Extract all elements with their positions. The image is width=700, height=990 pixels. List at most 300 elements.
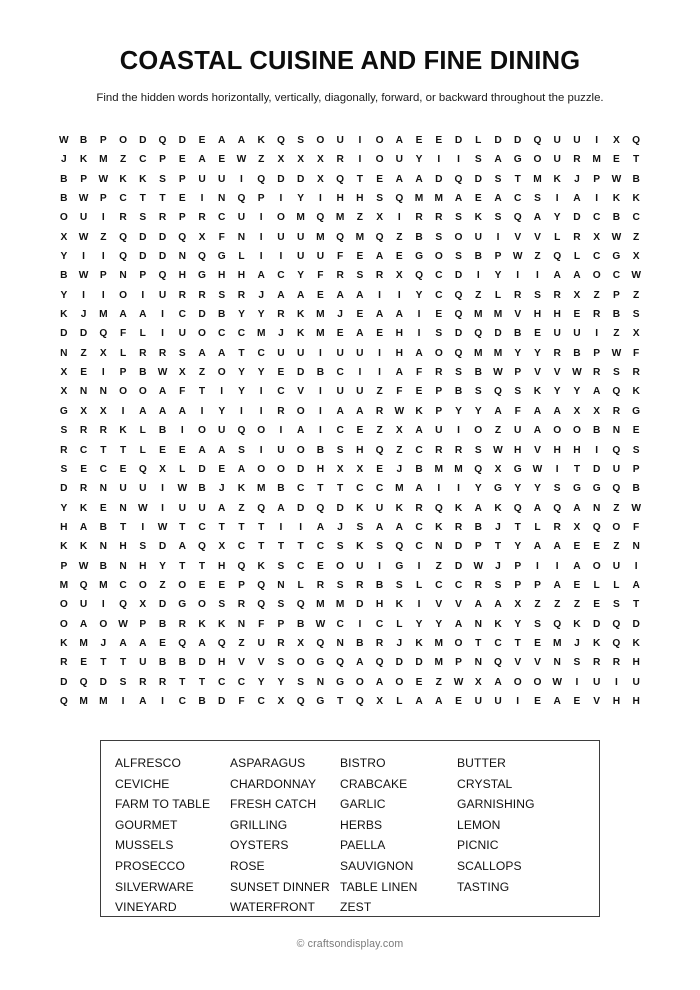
grid-letter[interactable]: U: [296, 231, 305, 243]
grid-letter[interactable]: R: [514, 289, 522, 301]
grid-letter[interactable]: B: [60, 193, 68, 205]
grid-letter[interactable]: C: [435, 579, 443, 591]
grid-letter[interactable]: E: [593, 599, 601, 611]
grid-letter[interactable]: A: [178, 541, 186, 553]
grid-letter[interactable]: I: [259, 444, 263, 456]
grid-letter[interactable]: S: [494, 212, 502, 224]
grid-letter[interactable]: A: [454, 193, 463, 205]
grid-letter[interactable]: Y: [494, 270, 502, 282]
grid-letter[interactable]: G: [572, 483, 581, 495]
grid-letter[interactable]: P: [178, 212, 186, 224]
grid-letter[interactable]: A: [139, 405, 147, 417]
grid-letter[interactable]: D: [514, 135, 522, 146]
grid-letter[interactable]: J: [495, 560, 501, 572]
grid-letter[interactable]: Y: [534, 483, 541, 495]
grid-letter[interactable]: W: [137, 502, 148, 514]
grid-letter[interactable]: E: [376, 173, 383, 185]
grid-letter[interactable]: A: [158, 386, 167, 398]
grid-letter[interactable]: I: [555, 193, 559, 205]
grid-letter[interactable]: H: [237, 270, 246, 282]
grid-letter[interactable]: Q: [612, 483, 621, 495]
grid-letter[interactable]: I: [279, 193, 283, 205]
grid-letter[interactable]: K: [494, 618, 502, 630]
grid-letter[interactable]: A: [79, 521, 88, 533]
grid-letter[interactable]: Y: [297, 270, 305, 282]
grid-letter[interactable]: H: [612, 695, 621, 707]
grid-letter[interactable]: M: [434, 193, 444, 205]
grid-letter[interactable]: B: [60, 270, 68, 282]
grid-letter[interactable]: A: [573, 193, 581, 205]
grid-letter[interactable]: Y: [514, 347, 522, 359]
grid-letter[interactable]: Q: [612, 386, 621, 398]
grid-letter[interactable]: T: [573, 463, 581, 475]
grid-letter[interactable]: E: [435, 135, 443, 146]
grid-letter[interactable]: X: [336, 463, 344, 475]
grid-letter[interactable]: D: [356, 599, 364, 611]
grid-letter[interactable]: Q: [533, 135, 542, 146]
grid-letter[interactable]: C: [336, 425, 344, 437]
grid-letter[interactable]: Q: [632, 135, 641, 146]
grid-letter[interactable]: N: [119, 560, 127, 572]
grid-letter[interactable]: A: [375, 676, 384, 688]
grid-letter[interactable]: K: [79, 154, 88, 166]
grid-letter[interactable]: A: [553, 541, 561, 553]
grid-letter[interactable]: R: [612, 405, 621, 417]
grid-letter[interactable]: W: [118, 618, 128, 630]
grid-letter[interactable]: O: [612, 521, 621, 533]
grid-letter[interactable]: U: [158, 289, 167, 301]
grid-letter[interactable]: N: [237, 231, 246, 243]
word-list-item[interactable]: SCALLOPS: [457, 858, 522, 873]
grid-letter[interactable]: S: [356, 521, 364, 533]
grid-letter[interactable]: Q: [59, 695, 68, 707]
grid-letter[interactable]: M: [592, 154, 601, 166]
grid-letter[interactable]: A: [395, 173, 403, 185]
grid-letter[interactable]: P: [514, 367, 522, 379]
grid-letter[interactable]: M: [79, 637, 88, 649]
grid-letter[interactable]: Y: [60, 251, 68, 263]
grid-letter[interactable]: Z: [198, 367, 206, 379]
grid-letter[interactable]: H: [632, 657, 640, 669]
grid-letter[interactable]: Z: [376, 425, 383, 437]
grid-letter[interactable]: Z: [593, 289, 600, 301]
grid-letter[interactable]: T: [119, 444, 127, 456]
grid-letter[interactable]: Q: [257, 599, 266, 611]
grid-letter[interactable]: T: [100, 657, 107, 669]
grid-letter[interactable]: S: [60, 425, 68, 437]
grid-letter[interactable]: W: [611, 231, 622, 243]
grid-letter[interactable]: Q: [316, 212, 325, 224]
grid-letter[interactable]: B: [415, 231, 423, 243]
grid-letter[interactable]: P: [80, 173, 87, 185]
grid-letter[interactable]: X: [297, 154, 305, 166]
grid-letter[interactable]: Q: [257, 502, 266, 514]
grid-letter[interactable]: L: [573, 251, 581, 263]
grid-letter[interactable]: R: [139, 347, 147, 359]
grid-letter[interactable]: V: [238, 657, 245, 669]
grid-letter[interactable]: B: [592, 425, 601, 437]
grid-letter[interactable]: X: [573, 521, 581, 533]
grid-letter[interactable]: N: [99, 386, 107, 398]
grid-letter[interactable]: A: [435, 695, 443, 707]
grid-letter[interactable]: X: [593, 405, 601, 417]
grid-letter[interactable]: F: [218, 231, 225, 243]
grid-letter[interactable]: O: [316, 135, 325, 146]
grid-letter[interactable]: A: [494, 405, 502, 417]
grid-letter[interactable]: L: [139, 328, 146, 340]
grid-letter[interactable]: T: [119, 521, 127, 533]
grid-letter[interactable]: G: [395, 560, 404, 572]
grid-letter[interactable]: U: [553, 154, 561, 166]
grid-letter[interactable]: W: [157, 521, 168, 533]
grid-letter[interactable]: A: [277, 289, 285, 301]
grid-letter[interactable]: Y: [297, 193, 305, 205]
grid-letter[interactable]: M: [493, 309, 503, 321]
grid-letter[interactable]: U: [139, 657, 147, 669]
grid-letter[interactable]: Q: [316, 502, 325, 514]
grid-letter[interactable]: X: [99, 347, 107, 359]
grid-letter[interactable]: W: [552, 676, 562, 688]
grid-letter[interactable]: P: [139, 618, 147, 630]
grid-letter[interactable]: Q: [336, 657, 345, 669]
grid-letter[interactable]: P: [534, 579, 541, 591]
grid-letter[interactable]: S: [356, 270, 364, 282]
grid-letter[interactable]: G: [198, 270, 206, 282]
grid-letter[interactable]: K: [415, 405, 423, 417]
grid-letter[interactable]: K: [257, 560, 265, 572]
grid-letter[interactable]: K: [533, 386, 542, 398]
grid-letter[interactable]: A: [573, 270, 581, 282]
grid-letter[interactable]: U: [336, 135, 344, 146]
grid-letter[interactable]: D: [395, 657, 403, 669]
grid-letter[interactable]: R: [632, 367, 640, 379]
grid-letter[interactable]: U: [79, 599, 88, 611]
grid-letter[interactable]: Q: [237, 425, 246, 437]
grid-letter[interactable]: Q: [316, 637, 325, 649]
grid-letter[interactable]: E: [218, 154, 226, 166]
grid-letter[interactable]: Y: [514, 483, 522, 495]
grid-letter[interactable]: P: [139, 270, 147, 282]
grid-letter[interactable]: I: [279, 521, 283, 533]
grid-letter[interactable]: X: [376, 695, 383, 707]
grid-letter[interactable]: S: [573, 657, 581, 669]
grid-letter[interactable]: F: [238, 695, 245, 707]
grid-letter[interactable]: K: [60, 309, 68, 321]
grid-letter[interactable]: F: [119, 328, 127, 340]
grid-letter[interactable]: Q: [612, 444, 621, 456]
grid-letter[interactable]: J: [218, 483, 225, 495]
grid-letter[interactable]: C: [277, 270, 285, 282]
grid-letter[interactable]: D: [158, 231, 167, 243]
grid-letter[interactable]: H: [553, 444, 561, 456]
grid-letter[interactable]: P: [178, 173, 186, 185]
grid-letter[interactable]: E: [573, 695, 581, 707]
grid-letter[interactable]: P: [277, 618, 285, 630]
grid-letter[interactable]: K: [573, 618, 581, 630]
grid-letter[interactable]: K: [415, 637, 423, 649]
grid-letter[interactable]: O: [513, 676, 522, 688]
grid-letter[interactable]: P: [593, 347, 601, 359]
grid-letter[interactable]: A: [415, 695, 423, 707]
grid-letter[interactable]: L: [139, 444, 146, 456]
grid-letter[interactable]: L: [139, 425, 146, 437]
grid-letter[interactable]: P: [119, 367, 127, 379]
word-list-item[interactable]: SAUVIGNON: [340, 858, 414, 873]
grid-letter[interactable]: O: [276, 212, 285, 224]
grid-letter[interactable]: A: [218, 135, 226, 146]
grid-letter[interactable]: I: [397, 289, 401, 301]
grid-letter[interactable]: U: [178, 328, 186, 340]
grid-letter[interactable]: A: [356, 657, 364, 669]
grid-letter[interactable]: U: [592, 676, 601, 688]
grid-letter[interactable]: M: [454, 463, 463, 475]
grid-letter[interactable]: Q: [119, 231, 128, 243]
word-list-item[interactable]: HERBS: [340, 817, 383, 832]
grid-letter[interactable]: K: [60, 637, 68, 649]
grid-letter[interactable]: Y: [514, 618, 522, 630]
grid-letter[interactable]: I: [318, 193, 322, 205]
grid-letter[interactable]: A: [198, 154, 206, 166]
grid-letter[interactable]: A: [415, 173, 423, 185]
grid-letter[interactable]: A: [553, 695, 561, 707]
grid-letter[interactable]: R: [158, 676, 167, 688]
grid-letter[interactable]: Q: [494, 386, 502, 398]
grid-letter[interactable]: B: [158, 618, 167, 630]
grid-letter[interactable]: H: [395, 328, 403, 340]
grid-letter[interactable]: P: [474, 541, 482, 553]
grid-letter[interactable]: D: [494, 135, 502, 146]
grid-letter[interactable]: X: [178, 367, 186, 379]
grid-letter[interactable]: R: [277, 405, 285, 417]
grid-letter[interactable]: C: [296, 560, 305, 572]
grid-letter[interactable]: A: [257, 270, 265, 282]
grid-letter[interactable]: C: [237, 676, 246, 688]
word-list-item[interactable]: TABLE LINEN: [340, 879, 418, 894]
grid-letter[interactable]: K: [356, 541, 364, 553]
grid-letter[interactable]: G: [316, 695, 325, 707]
grid-letter[interactable]: C: [316, 541, 325, 553]
grid-letter[interactable]: H: [356, 444, 364, 456]
grid-letter[interactable]: J: [80, 309, 87, 321]
grid-letter[interactable]: E: [415, 386, 423, 398]
grid-letter[interactable]: S: [514, 386, 522, 398]
grid-letter[interactable]: O: [119, 289, 128, 301]
grid-letter[interactable]: Z: [100, 231, 107, 243]
grid-letter[interactable]: O: [198, 425, 206, 437]
grid-letter[interactable]: Q: [198, 251, 206, 263]
grid-letter[interactable]: M: [355, 231, 365, 243]
grid-letter[interactable]: K: [139, 173, 147, 185]
grid-letter[interactable]: F: [179, 386, 186, 398]
grid-letter[interactable]: V: [297, 386, 305, 398]
grid-letter[interactable]: G: [178, 599, 187, 611]
grid-letter[interactable]: S: [277, 560, 285, 572]
grid-letter[interactable]: Q: [434, 502, 443, 514]
grid-letter[interactable]: C: [119, 579, 127, 591]
grid-letter[interactable]: H: [395, 347, 403, 359]
grid-letter[interactable]: P: [257, 193, 265, 205]
grid-letter[interactable]: Q: [99, 328, 108, 340]
grid-letter[interactable]: D: [139, 135, 147, 146]
grid-letter[interactable]: A: [158, 405, 167, 417]
grid-letter[interactable]: A: [553, 405, 561, 417]
grid-letter[interactable]: Z: [573, 599, 581, 611]
grid-letter[interactable]: W: [236, 154, 247, 166]
grid-letter[interactable]: X: [593, 231, 601, 243]
grid-letter[interactable]: H: [514, 444, 522, 456]
grid-letter[interactable]: I: [378, 560, 381, 572]
grid-letter[interactable]: M: [316, 231, 325, 243]
grid-letter[interactable]: A: [395, 309, 403, 321]
word-list-item[interactable]: FRESH CATCH: [230, 797, 317, 812]
grid-letter[interactable]: E: [178, 444, 186, 456]
grid-letter[interactable]: M: [335, 212, 345, 224]
grid-letter[interactable]: Y: [218, 405, 226, 417]
grid-letter[interactable]: A: [533, 541, 542, 553]
grid-letter[interactable]: U: [573, 135, 581, 146]
grid-letter[interactable]: R: [435, 212, 443, 224]
grid-letter[interactable]: Z: [80, 347, 87, 359]
grid-letter[interactable]: C: [514, 193, 522, 205]
grid-letter[interactable]: B: [612, 212, 621, 224]
grid-letter[interactable]: Y: [514, 541, 522, 553]
grid-letter[interactable]: J: [61, 154, 67, 166]
grid-letter[interactable]: T: [139, 193, 146, 205]
grid-letter[interactable]: A: [198, 347, 206, 359]
grid-letter[interactable]: K: [356, 502, 364, 514]
grid-letter[interactable]: A: [375, 309, 384, 321]
word-list-item[interactable]: ALFRESCO: [115, 756, 181, 770]
grid-letter[interactable]: Y: [553, 386, 561, 398]
grid-letter[interactable]: C: [79, 444, 88, 456]
grid-letter[interactable]: N: [119, 502, 127, 514]
grid-letter[interactable]: Q: [474, 328, 483, 340]
grid-letter[interactable]: D: [296, 463, 305, 475]
grid-letter[interactable]: K: [395, 599, 403, 611]
grid-letter[interactable]: X: [60, 386, 68, 398]
grid-letter[interactable]: I: [496, 231, 500, 243]
grid-letter[interactable]: R: [553, 347, 561, 359]
grid-letter[interactable]: E: [415, 135, 423, 146]
grid-letter[interactable]: J: [337, 309, 343, 321]
grid-letter[interactable]: S: [336, 444, 344, 456]
grid-letter[interactable]: T: [198, 676, 206, 688]
grid-letter[interactable]: W: [78, 270, 89, 282]
grid-letter[interactable]: C: [592, 212, 601, 224]
grid-letter[interactable]: I: [121, 405, 125, 417]
grid-letter[interactable]: D: [99, 676, 107, 688]
grid-letter[interactable]: L: [554, 231, 561, 243]
grid-letter[interactable]: Y: [238, 367, 245, 379]
grid-letter[interactable]: S: [632, 444, 640, 456]
grid-letter[interactable]: C: [592, 251, 601, 263]
grid-letter[interactable]: J: [396, 637, 403, 649]
grid-letter[interactable]: X: [376, 212, 383, 224]
grid-letter[interactable]: H: [119, 541, 127, 553]
grid-letter[interactable]: T: [179, 560, 186, 572]
grid-letter[interactable]: W: [177, 483, 188, 495]
grid-letter[interactable]: T: [356, 173, 363, 185]
grid-letter[interactable]: P: [99, 135, 107, 146]
grid-letter[interactable]: A: [356, 328, 364, 340]
grid-letter[interactable]: R: [592, 657, 601, 669]
grid-letter[interactable]: Q: [198, 541, 206, 553]
grid-letter[interactable]: R: [356, 579, 364, 591]
grid-letter[interactable]: O: [296, 405, 305, 417]
grid-letter[interactable]: C: [612, 270, 621, 282]
grid-letter[interactable]: D: [454, 270, 463, 282]
grid-letter[interactable]: W: [611, 347, 622, 359]
grid-letter[interactable]: R: [592, 367, 601, 379]
grid-letter[interactable]: G: [217, 251, 226, 263]
grid-letter[interactable]: L: [415, 579, 423, 591]
grid-letter[interactable]: A: [119, 309, 127, 321]
grid-letter[interactable]: S: [455, 251, 462, 263]
grid-letter[interactable]: G: [59, 405, 68, 417]
grid-letter[interactable]: A: [415, 483, 423, 495]
grid-letter[interactable]: T: [494, 541, 502, 553]
grid-letter[interactable]: S: [238, 444, 245, 456]
grid-letter[interactable]: A: [592, 386, 601, 398]
grid-letter[interactable]: S: [336, 579, 344, 591]
grid-letter[interactable]: L: [297, 579, 304, 591]
grid-letter[interactable]: M: [493, 347, 503, 359]
grid-letter[interactable]: E: [80, 657, 87, 669]
grid-letter[interactable]: P: [514, 579, 522, 591]
grid-letter[interactable]: S: [613, 367, 620, 379]
grid-letter[interactable]: K: [257, 135, 265, 146]
grid-letter[interactable]: R: [158, 212, 167, 224]
grid-letter[interactable]: Y: [238, 386, 245, 398]
grid-letter[interactable]: Y: [415, 154, 423, 166]
grid-letter[interactable]: I: [378, 289, 381, 301]
grid-letter[interactable]: I: [595, 193, 599, 205]
grid-letter[interactable]: C: [139, 154, 147, 166]
grid-letter[interactable]: N: [336, 637, 344, 649]
grid-letter[interactable]: D: [296, 502, 305, 514]
grid-letter[interactable]: O: [336, 560, 345, 572]
grid-letter[interactable]: Z: [238, 637, 245, 649]
grid-letter[interactable]: R: [612, 657, 621, 669]
grid-letter[interactable]: H: [178, 270, 186, 282]
grid-letter[interactable]: A: [415, 347, 423, 359]
grid-letter[interactable]: U: [474, 695, 482, 707]
grid-letter[interactable]: S: [632, 309, 640, 321]
grid-letter[interactable]: C: [257, 347, 265, 359]
grid-letter[interactable]: I: [378, 367, 381, 379]
grid-letter[interactable]: G: [513, 154, 522, 166]
grid-letter[interactable]: O: [474, 425, 483, 437]
grid-letter[interactable]: Z: [238, 502, 245, 514]
grid-letter[interactable]: Q: [612, 637, 621, 649]
grid-letter[interactable]: I: [259, 212, 263, 224]
grid-letter[interactable]: K: [79, 502, 88, 514]
word-list-item[interactable]: WATERFRONT: [230, 900, 315, 915]
grid-letter[interactable]: M: [256, 483, 266, 495]
grid-letter[interactable]: W: [572, 367, 582, 379]
grid-letter[interactable]: S: [435, 328, 443, 340]
grid-letter[interactable]: I: [318, 347, 322, 359]
grid-letter[interactable]: R: [99, 425, 107, 437]
grid-letter[interactable]: E: [119, 463, 127, 475]
grid-letter[interactable]: Z: [475, 289, 482, 301]
grid-letter[interactable]: I: [240, 405, 243, 417]
grid-letter[interactable]: S: [376, 193, 383, 205]
grid-letter[interactable]: K: [632, 386, 640, 398]
grid-letter[interactable]: U: [119, 483, 127, 495]
word-list-item[interactable]: TASTING: [457, 879, 510, 894]
grid-letter[interactable]: Z: [258, 154, 265, 166]
